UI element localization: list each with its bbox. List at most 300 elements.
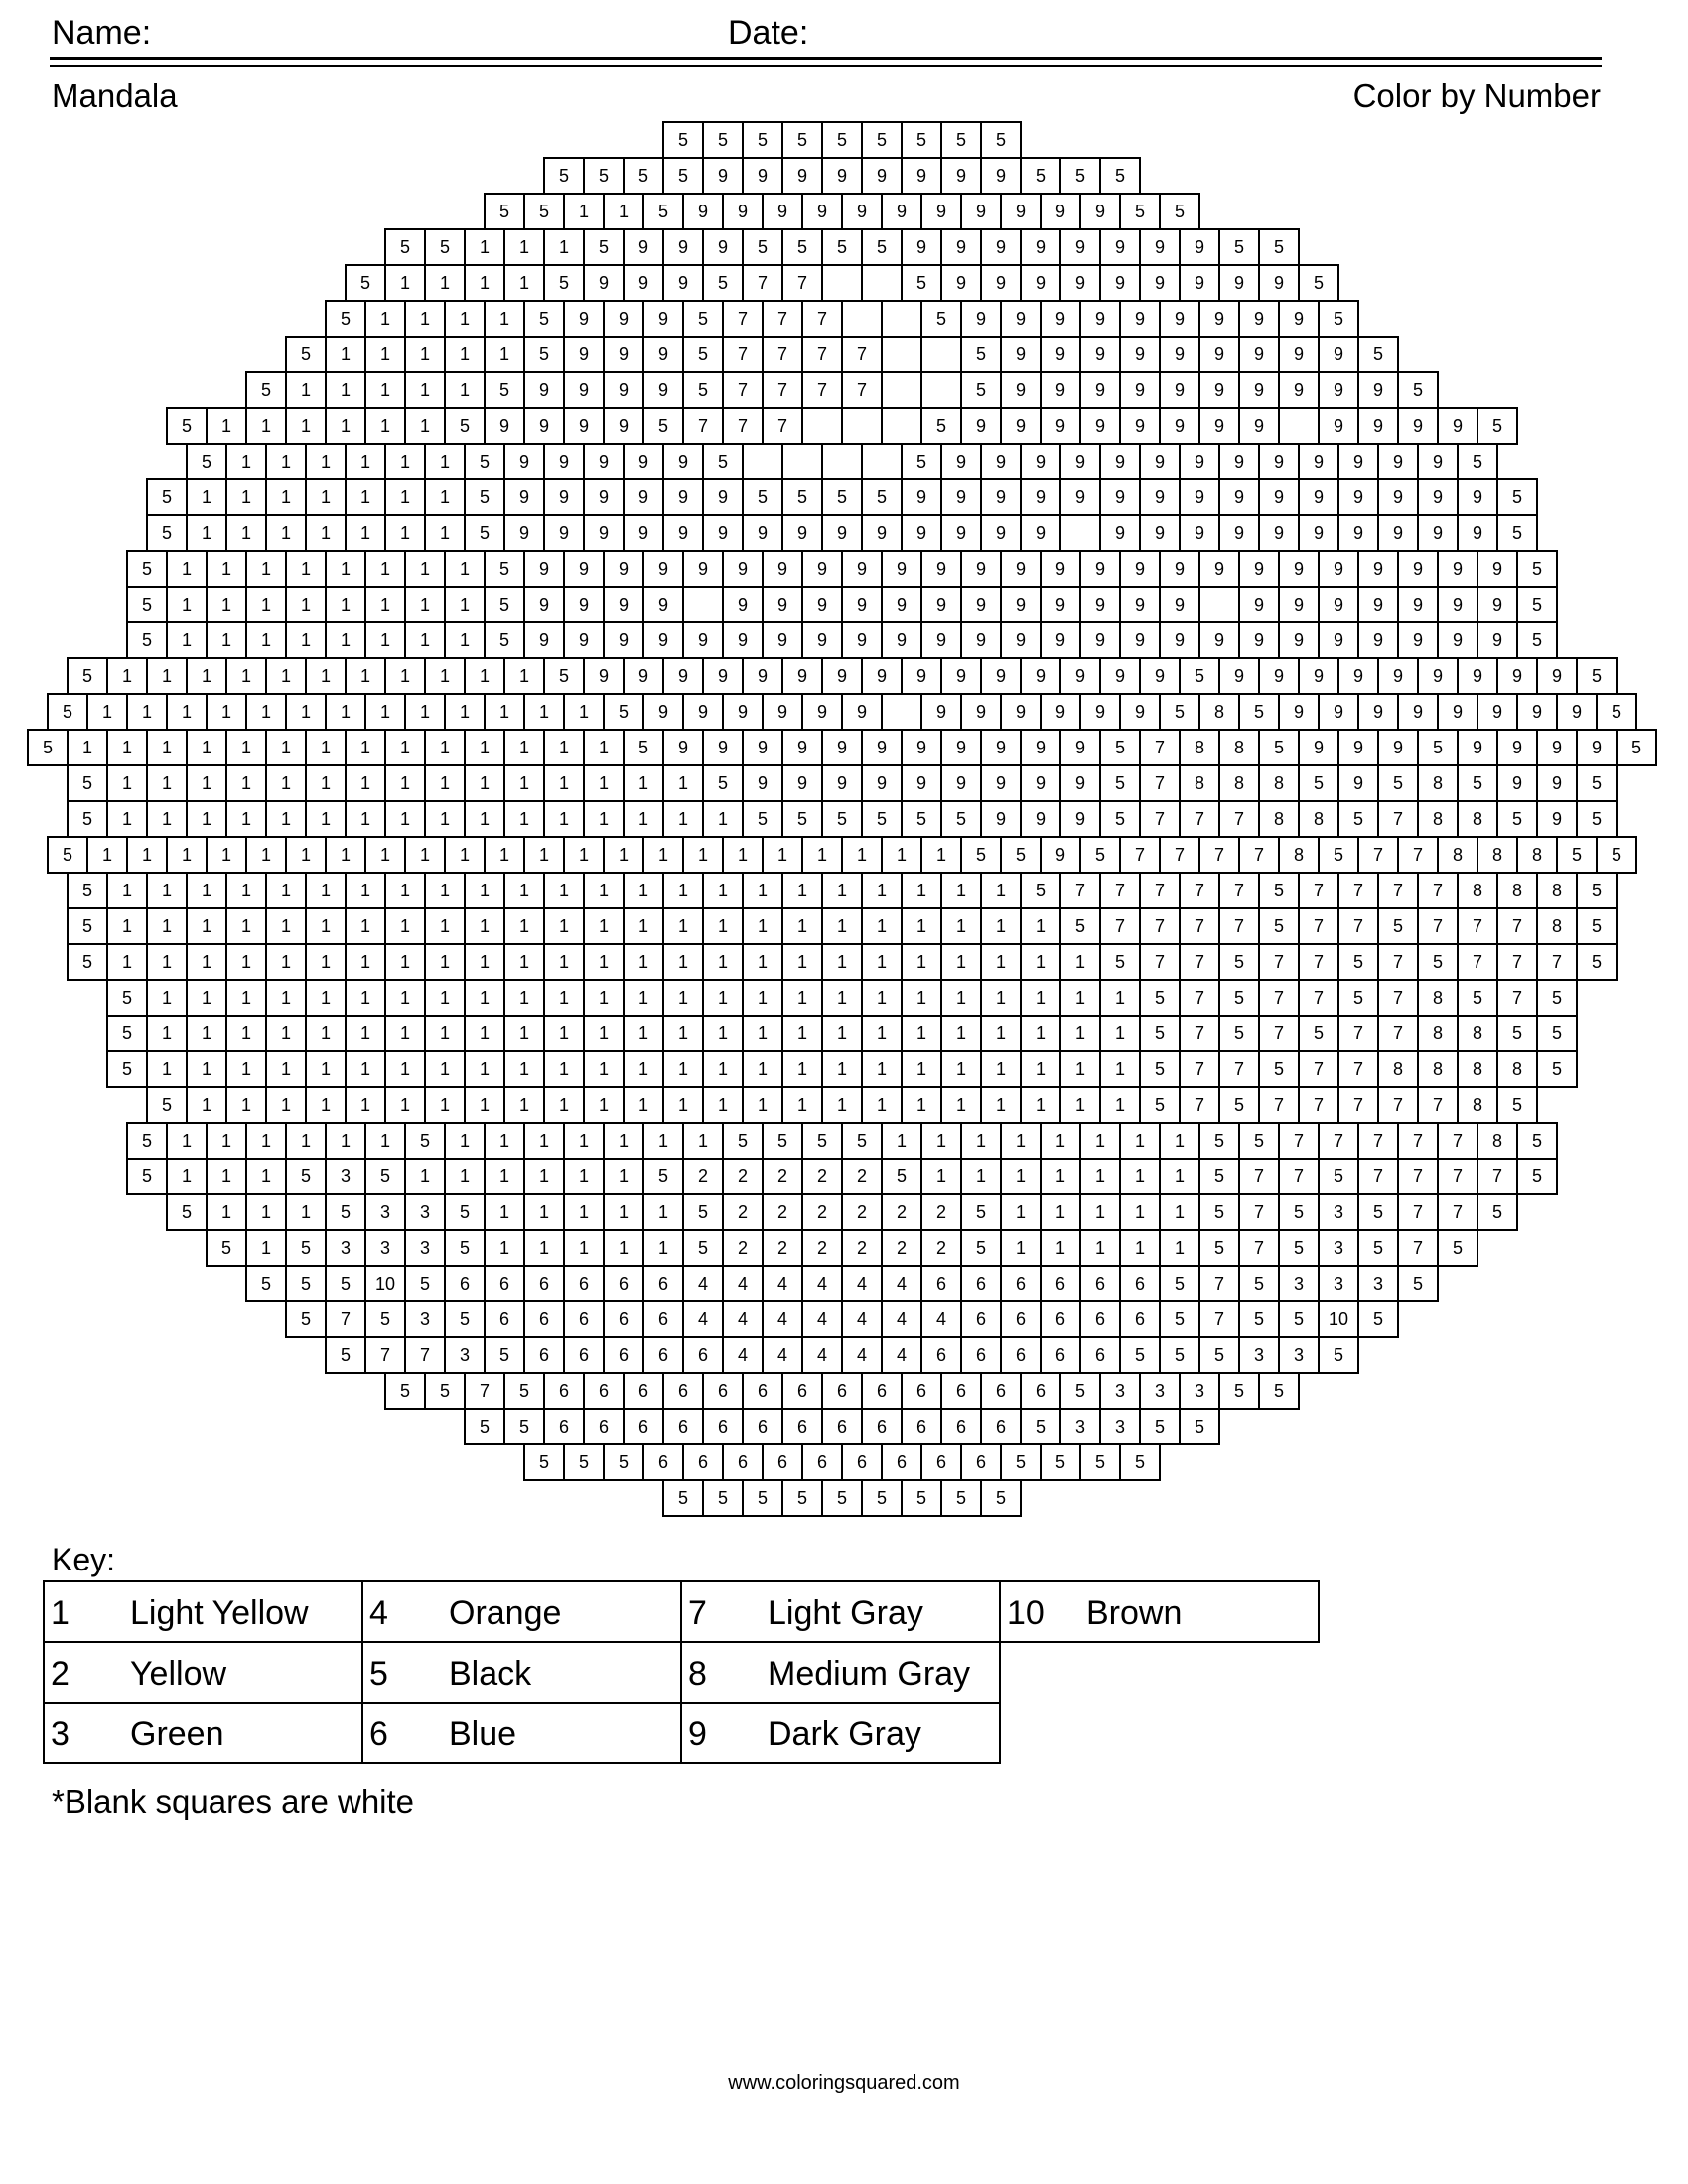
name-label: Name: [52,14,152,52]
grid-cell: 9 [1417,657,1459,695]
grid-cell: 5 [1516,550,1558,588]
grid-cell: 9 [960,193,1002,230]
grid-cell: 9 [920,550,962,588]
grid-cell: 9 [980,228,1022,266]
grid-cell: 1 [980,872,1022,909]
grid-cell: 7 [1457,907,1498,945]
grid-cell: 1 [484,836,525,874]
grid-cell: 1 [960,1122,1002,1160]
grid-cell: 1 [345,943,386,981]
grid-cell: 9 [1238,621,1280,659]
grid-cell: 9 [861,657,903,695]
grid-cell: 5 [1318,300,1359,338]
key-entry [43,1702,363,1764]
grid-cell: 9 [1218,657,1260,695]
grid-cell: 1 [384,443,426,480]
grid-cell: 5 [444,1229,486,1267]
grid-cell: 1 [1040,1229,1081,1267]
grid-cell: 1 [742,979,783,1017]
grid-cell: 1 [424,514,466,552]
grid-cell: 9 [1119,586,1161,623]
grid-cell: 1 [424,1015,466,1052]
grid-cell: 8 [1417,1050,1459,1088]
grid-cell: 5 [1258,872,1300,909]
grid-cell: 2 [920,1193,962,1231]
grid-cell: 5 [682,1229,724,1267]
grid-cell: 1 [285,371,327,409]
grid-cell: 9 [1198,336,1240,373]
grid-cell: 7 [1437,1158,1478,1195]
grid-cell: 9 [484,407,525,445]
grid-cell: 9 [940,157,982,195]
grid-cell: 5 [1198,1193,1240,1231]
grid-cell: 9 [901,764,942,802]
grid-cell: 1 [523,1158,565,1195]
grid-cell: 5 [1298,1015,1339,1052]
grid-cell: 1 [642,836,684,874]
grid-cell: 1 [325,336,366,373]
grid-cell: 5 [583,157,625,195]
grid-cell: 5 [682,300,724,338]
grid-cell: 1 [821,943,863,981]
grid-cell: 1 [523,1122,565,1160]
grid-cell: 4 [762,1336,803,1374]
grid-cell: 1 [1079,1193,1121,1231]
grid-cell: 1 [702,943,744,981]
grid-cell: 5 [1278,1300,1320,1338]
grid-cell [881,693,922,731]
grid-cell: 9 [1000,336,1042,373]
grid-cell: 1 [1099,1015,1141,1052]
grid-cell: 5 [1099,729,1141,766]
grid-cell: 9 [1079,693,1121,731]
grid-cell: 1 [265,1050,307,1088]
grid-cell: 1 [186,729,227,766]
grid-cell: 1 [325,693,366,731]
grid-cell: 4 [801,1265,843,1302]
key-number: 3 [51,1715,70,1753]
grid-cell: 9 [960,407,1002,445]
key-entry [43,1580,363,1643]
grid-cell: 1 [662,764,704,802]
grid-cell: 5 [1576,907,1618,945]
key-label: Key: [52,1542,116,1577]
grid-cell: 1 [364,371,406,409]
grid-cell: 9 [662,657,704,695]
grid-cell: 2 [762,1158,803,1195]
grid-cell: 6 [940,1408,982,1445]
grid-cell: 9 [980,157,1022,195]
grid-cell: 5 [1099,800,1141,838]
grid-cell: 1 [484,300,525,338]
grid-cell [841,300,883,338]
grid-cell: 1 [384,1015,426,1052]
grid-cell: 9 [1278,300,1320,338]
grid-cell: 1 [940,907,982,945]
grid-cell: 9 [1119,371,1161,409]
grid-cell: 9 [940,264,982,302]
grid-cell: 1 [225,979,267,1017]
grid-cell: 1 [146,1050,188,1088]
grid-cell: 9 [821,729,863,766]
grid-cell: 8 [1457,1050,1498,1088]
grid-cell: 9 [1377,443,1419,480]
grid-cell: 2 [920,1229,962,1267]
grid-cell: 5 [1397,1265,1439,1302]
grid-cell: 1 [1040,1158,1081,1195]
grid-cell: 5 [1417,943,1459,981]
grid-cell: 7 [325,1300,366,1338]
grid-cell: 1 [444,836,486,874]
grid-cell: 1 [404,1158,446,1195]
grid-cell: 5 [1040,1443,1081,1481]
grid-cell: 5 [1397,371,1439,409]
grid-cell: 7 [1298,1086,1339,1124]
grid-cell: 1 [364,1122,406,1160]
grid-cell: 5 [106,1015,148,1052]
grid-cell: 5 [742,228,783,266]
grid-cell: 8 [1377,1050,1419,1088]
grid-cell: 1 [503,1015,545,1052]
grid-cell: 5 [960,1193,1002,1231]
grid-cell: 1 [920,836,962,874]
grid-cell: 5 [1576,872,1618,909]
grid-cell: 9 [980,443,1022,480]
grid-cell: 7 [1377,872,1419,909]
grid-cell: 1 [821,979,863,1017]
grid-cell: 5 [623,157,664,195]
grid-cell: 9 [1179,228,1220,266]
grid-cell: 7 [1417,1086,1459,1124]
grid-cell: 9 [821,157,863,195]
grid-cell: 7 [1298,1050,1339,1088]
grid-cell: 1 [166,550,208,588]
grid-cell: 8 [1258,800,1300,838]
grid-cell [861,264,903,302]
grid-cell: 9 [1079,371,1121,409]
grid-cell: 7 [1238,836,1280,874]
grid-cell: 1 [682,1122,724,1160]
grid-cell: 1 [146,943,188,981]
grid-cell: 9 [1059,657,1101,695]
grid-cell: 1 [265,729,307,766]
grid-cell: 5 [126,586,168,623]
grid-cell: 9 [1020,264,1061,302]
grid-cell: 5 [1576,943,1618,981]
grid-cell: 5 [1059,907,1101,945]
grid-cell: 9 [1020,443,1061,480]
grid-cell: 9 [1000,586,1042,623]
grid-cell: 7 [1377,1015,1419,1052]
grid-cell: 9 [1278,586,1320,623]
grid-cell: 7 [762,371,803,409]
grid-cell: 9 [1040,193,1081,230]
grid-cell: 1 [1040,1193,1081,1231]
grid-cell: 7 [1357,1158,1399,1195]
grid-cell: 9 [603,407,644,445]
grid-cell: 9 [1437,693,1478,731]
grid-cell: 5 [861,228,903,266]
grid-cell [801,407,843,445]
grid-cell: 1 [563,693,605,731]
grid-cell: 1 [345,478,386,516]
grid-cell: 1 [503,1050,545,1088]
grid-cell: 9 [742,729,783,766]
grid-cell: 5 [682,1193,724,1231]
grid-cell: 9 [543,478,585,516]
key-entry [361,1580,682,1643]
grid-cell: 9 [762,193,803,230]
grid-cell: 6 [523,1300,565,1338]
grid-cell: 7 [1198,1300,1240,1338]
grid-cell: 1 [345,657,386,695]
grid-cell: 9 [841,621,883,659]
grid-cell: 1 [225,943,267,981]
grid-cell: 1 [186,478,227,516]
grid-cell: 9 [801,550,843,588]
grid-cell: 9 [1040,300,1081,338]
grid-cell: 5 [1218,1015,1260,1052]
grid-cell: 9 [980,478,1022,516]
grid-cell: 1 [1099,1086,1141,1124]
grid-cell: 1 [821,1015,863,1052]
grid-cell: 9 [1040,693,1081,731]
grid-cell: 5 [940,1479,982,1517]
grid-cell: 9 [1099,228,1141,266]
grid-cell: 1 [503,764,545,802]
key-number: 2 [51,1655,70,1693]
grid-cell: 9 [1000,693,1042,731]
grid-cell: 7 [1179,907,1220,945]
grid-cell: 7 [1357,1122,1399,1160]
grid-cell: 5 [821,121,863,159]
grid-cell: 9 [662,443,704,480]
grid-cell: 1 [702,979,744,1017]
grid-cell: 9 [1099,264,1141,302]
grid-cell: 1 [206,1193,247,1231]
grid-cell: 1 [245,1122,287,1160]
grid-cell: 1 [543,979,585,1017]
grid-cell: 9 [1397,407,1439,445]
grid-cell: 9 [603,300,644,338]
key-entry [361,1702,682,1764]
grid-cell: 5 [285,1229,327,1267]
grid-cell: 7 [1437,1193,1478,1231]
grid-cell: 5 [1596,693,1637,731]
grid-cell: 9 [1298,514,1339,552]
grid-cell: 9 [861,157,903,195]
grid-cell: 5 [1298,264,1339,302]
grid-cell: 1 [901,943,942,981]
grid-cell: 9 [1318,407,1359,445]
grid-cell: 9 [841,586,883,623]
grid-cell: 5 [1258,1050,1300,1088]
grid-cell: 9 [1079,300,1121,338]
grid-cell: 1 [186,514,227,552]
grid-cell: 9 [1437,621,1478,659]
grid-cell: 1 [146,907,188,945]
grid-cell: 5 [404,1265,446,1302]
grid-cell: 5 [940,121,982,159]
grid-cell: 9 [1397,693,1439,731]
grid-cell: 5 [424,1372,466,1410]
grid-cell: 6 [920,1336,962,1374]
grid-cell: 1 [464,943,505,981]
grid-cell: 9 [1079,193,1121,230]
grid-cell: 3 [1318,1229,1359,1267]
grid-cell: 5 [1198,1122,1240,1160]
grid-cell: 6 [1079,1265,1121,1302]
grid-cell: 5 [186,443,227,480]
grid-cell: 7 [1278,1158,1320,1195]
grid-cell: 5 [503,1372,545,1410]
grid-cell: 1 [662,943,704,981]
grid-cell: 7 [1238,1193,1280,1231]
grid-cell: 5 [841,1122,883,1160]
grid-cell: 2 [801,1158,843,1195]
grid-cell: 9 [940,478,982,516]
grid-cell: 1 [1059,943,1101,981]
grid-cell: 7 [1218,907,1260,945]
grid-cell: 9 [762,586,803,623]
grid-cell: 7 [1218,872,1260,909]
grid-cell: 7 [1536,943,1578,981]
grid-cell: 5 [1516,621,1558,659]
grid-cell: 8 [1417,800,1459,838]
grid-cell: 5 [821,478,863,516]
grid-cell: 9 [1397,621,1439,659]
grid-cell: 9 [1496,764,1538,802]
grid-cell: 1 [1059,1086,1101,1124]
grid-cell: 1 [305,1050,347,1088]
grid-cell: 1 [702,872,744,909]
grid-cell: 9 [503,514,545,552]
grid-cell: 9 [940,729,982,766]
grid-cell: 1 [245,836,287,874]
grid-cell: 2 [682,1158,724,1195]
grid-cell: 1 [1159,1193,1200,1231]
grid-cell: 5 [960,1229,1002,1267]
grid-cell: 5 [1258,907,1300,945]
grid-cell: 5 [1258,729,1300,766]
grid-cell: 6 [841,1443,883,1481]
grid-cell: 1 [603,1158,644,1195]
grid-cell: 1 [543,1086,585,1124]
grid-cell: 7 [1139,943,1181,981]
grid-cell: 1 [583,872,625,909]
grid-cell: 9 [762,621,803,659]
grid-cell: 1 [265,1086,307,1124]
grid-cell: 9 [861,514,903,552]
grid-cell: 5 [742,121,783,159]
grid-cell: 5 [1258,228,1300,266]
grid-cell: 9 [1477,693,1518,731]
grid-cell: 9 [623,264,664,302]
grid-cell: 5 [285,336,327,373]
grid-cell: 1 [503,943,545,981]
grid-cell: 1 [206,836,247,874]
grid-cell: 9 [523,407,565,445]
grid-cell: 1 [1159,1229,1200,1267]
grid-cell: 8 [1179,764,1220,802]
grid-cell [1278,407,1320,445]
grid-cell: 9 [920,193,962,230]
grid-cell: 1 [960,1158,1002,1195]
grid-cell: 6 [1020,1372,1061,1410]
header-rule-thick [50,57,1602,60]
grid-cell: 1 [444,300,486,338]
grid-cell: 1 [424,478,466,516]
grid-cell: 9 [980,800,1022,838]
grid-cell: 8 [1496,1050,1538,1088]
grid-cell: 7 [1496,907,1538,945]
grid-cell: 1 [940,1050,982,1088]
grid-cell: 1 [861,979,903,1017]
grid-cell: 1 [265,872,307,909]
grid-cell: 1 [384,1086,426,1124]
grid-cell: 6 [583,1408,625,1445]
grid-cell: 5 [1278,1193,1320,1231]
grid-cell: 9 [1337,657,1379,695]
grid-cell: 5 [1218,228,1260,266]
grid-cell: 9 [503,443,545,480]
grid-cell: 9 [722,621,764,659]
grid-cell: 8 [1457,800,1498,838]
grid-cell: 6 [444,1265,486,1302]
grid-cell: 6 [642,1265,684,1302]
grid-cell: 5 [1238,1265,1280,1302]
grid-cell: 7 [1238,1158,1280,1195]
grid-cell: 9 [603,336,644,373]
grid-cell: 1 [1059,1015,1101,1052]
grid-cell: 7 [742,264,783,302]
grid-cell: 9 [682,621,724,659]
grid-cell: 9 [1298,729,1339,766]
grid-cell: 5 [742,1479,783,1517]
grid-cell: 5 [325,300,366,338]
grid-cell: 1 [523,836,565,874]
grid-cell: 9 [1318,550,1359,588]
grid-cell: 1 [861,1086,903,1124]
grid-cell: 9 [1377,729,1419,766]
grid-cell: 9 [742,514,783,552]
grid-cell: 5 [1119,1443,1161,1481]
grid-cell: 3 [1278,1265,1320,1302]
grid-cell: 9 [1139,478,1181,516]
grid-cell: 6 [623,1408,664,1445]
grid-cell: 9 [1119,550,1161,588]
grid-cell: 5 [1218,979,1260,1017]
key-number: 8 [688,1655,707,1693]
grid-cell: 9 [1040,586,1081,623]
grid-cell: 1 [186,872,227,909]
grid-cell: 1 [285,1193,327,1231]
grid-cell: 5 [623,729,664,766]
grid-cell: 7 [1496,979,1538,1017]
grid-cell: 9 [662,514,704,552]
grid-cell: 1 [563,193,605,230]
grid-cell: 1 [384,514,426,552]
grid-cell: 1 [126,693,168,731]
grid-cell: 8 [1457,872,1498,909]
grid-cell: 7 [682,407,724,445]
grid-cell: 1 [901,1086,942,1124]
grid-cell: 1 [305,800,347,838]
grid-cell: 8 [1457,1086,1498,1124]
grid-cell [821,443,863,480]
grid-cell: 1 [1099,979,1141,1017]
grid-cell: 1 [464,1050,505,1088]
